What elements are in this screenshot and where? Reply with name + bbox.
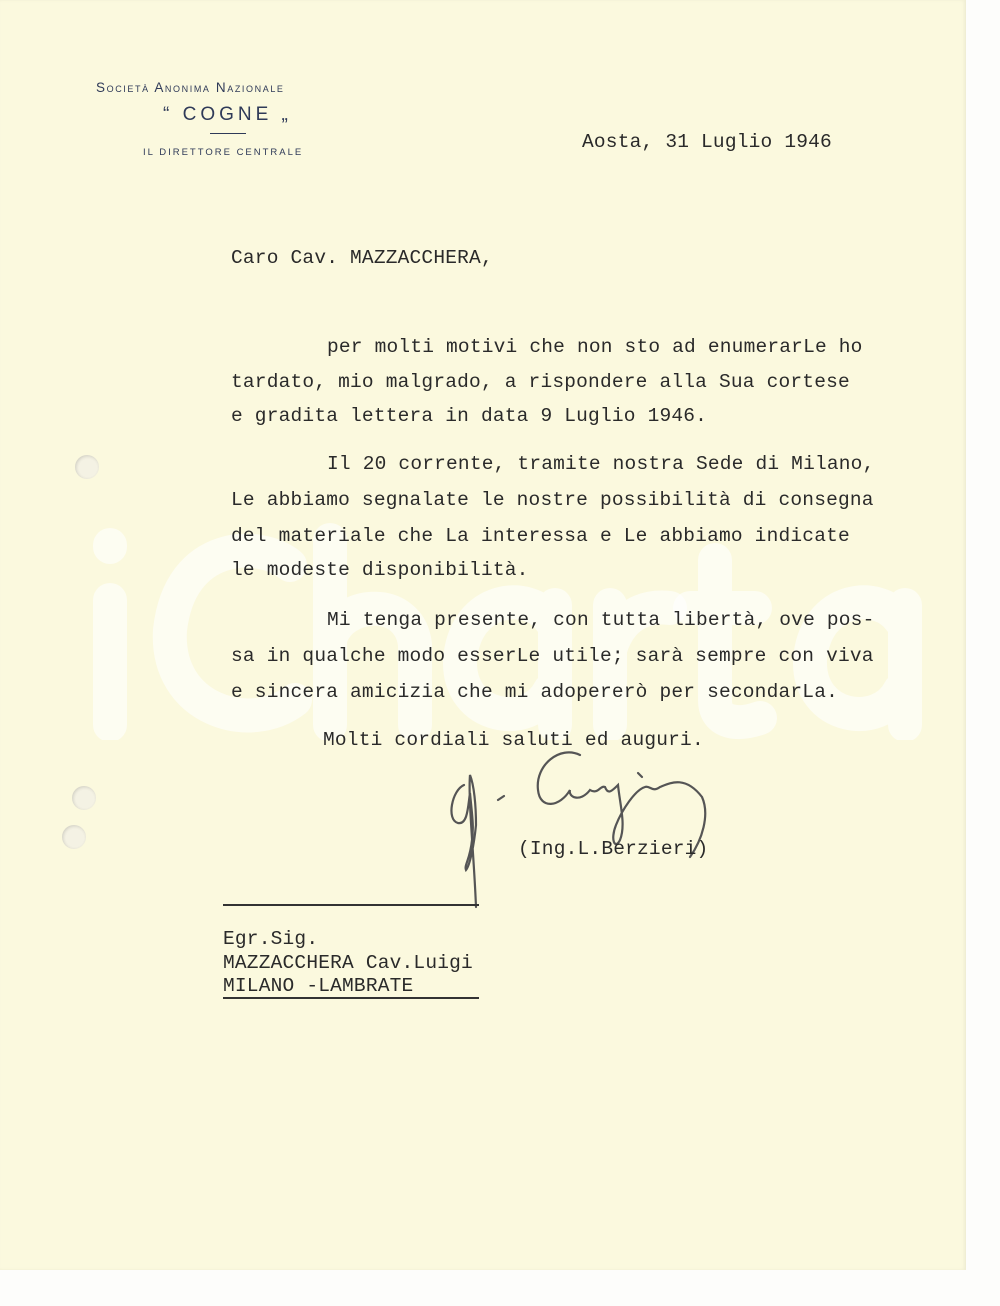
address-bottom-rule — [223, 997, 479, 999]
body-line: le modeste disponibilità. — [231, 559, 529, 581]
addressee-line: MILANO -LAMBRATE — [223, 975, 414, 997]
body-line: per molti motivi che non sto ad enumerarLe ho — [327, 336, 863, 358]
addressee-line: Egr.Sig. — [223, 928, 319, 950]
body-line: e gradita lettera in data 9 Luglio 1946. — [231, 405, 708, 427]
typed-signature: (Ing.L.Berzieri) — [518, 838, 709, 860]
addressee-line: MAZZACCHERA Cav.Luigi — [223, 952, 473, 974]
punch-hole — [62, 825, 86, 849]
punch-hole — [75, 455, 99, 479]
letterhead-role: IL DIRETTORE CENTRALE — [143, 147, 304, 158]
body-line: Il 20 corrente, tramite nostra Sede di Milano, — [327, 453, 875, 475]
date-line: Aosta, 31 Luglio 1946 — [582, 131, 832, 153]
letterhead-company: Società Anonima Nazionale — [96, 80, 285, 95]
body-line: Le abbiamo segnalate le nostre possibilità di consegna — [231, 489, 874, 511]
punch-hole — [72, 786, 96, 810]
letterhead-divider — [210, 133, 246, 134]
body-line: del materiale che La interessa e Le abbiamo indicate — [231, 525, 850, 547]
address-top-rule — [223, 904, 479, 906]
letterhead-name: “ COGNE „ — [163, 104, 292, 125]
body-line: Mi tenga presente, con tutta libertà, ove pos- — [327, 609, 875, 631]
scan-bottom-margin — [0, 1270, 1000, 1306]
scan-margin — [966, 0, 1000, 1306]
handwritten-signature — [440, 745, 740, 915]
body-line: e sincera amicizia che mi adopererò per secondarLa. — [231, 681, 838, 703]
salutation: Caro Cav. MAZZACCHERA, — [231, 247, 493, 269]
closing-line: Molti cordiali saluti ed auguri. — [323, 729, 704, 751]
body-line: sa in qualche modo esserLe utile; sarà sempre con viva — [231, 645, 874, 667]
body-line: tardato, mio malgrado, a rispondere alla Sua cortese — [231, 371, 850, 393]
